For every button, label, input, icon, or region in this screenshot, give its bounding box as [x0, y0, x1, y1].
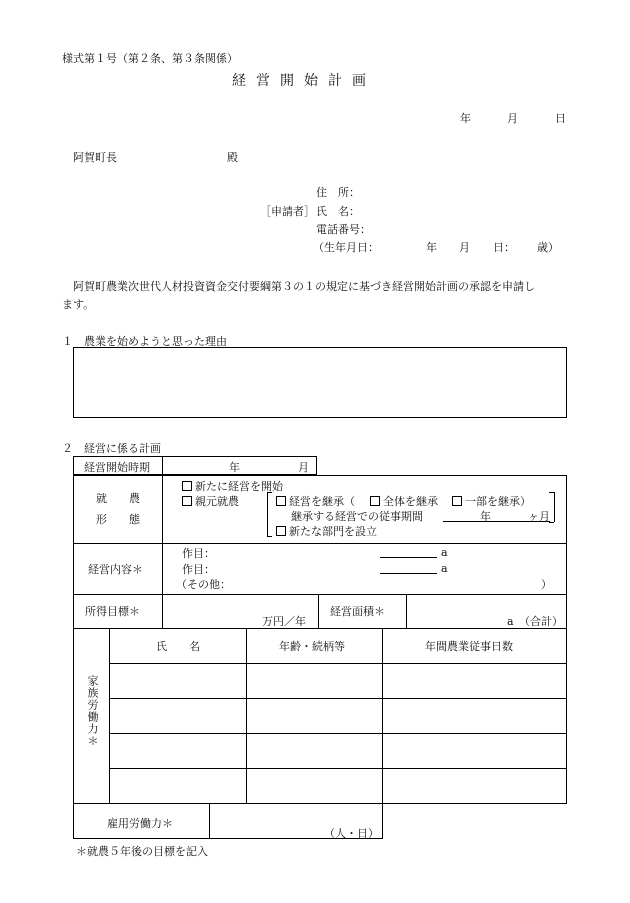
checkbox-icon — [276, 496, 286, 506]
inherit-period-label: 継承する経営での従事期間 — [291, 510, 423, 523]
start-year[interactable]: 年 — [229, 461, 240, 474]
area-total: a （合計） — [507, 615, 564, 628]
inherit-period-underline[interactable] — [443, 521, 550, 522]
form-number: 様式第１号（第２条、第３条関係） — [62, 52, 238, 65]
checkbox-icon — [276, 526, 286, 536]
checkbox-icon — [182, 481, 192, 491]
crop1-area-unit: a — [441, 546, 448, 559]
inherit-period-month: ヶ月 — [528, 510, 550, 523]
option-inherit-checkbox[interactable] — [276, 493, 355, 509]
date-month: 月 — [507, 112, 518, 125]
checkbox-icon — [370, 496, 380, 506]
family-row-2-name[interactable] — [110, 699, 246, 733]
other-close: ） — [541, 578, 552, 591]
farming-form-label-1: 就 農 — [96, 492, 140, 505]
hired-labor-label: 雇用労働力＊ — [107, 817, 173, 830]
honorific: 殿 — [227, 151, 238, 164]
col-name-header: 氏 名 — [156, 640, 200, 653]
option-new-label: 新たに経営を開始 — [195, 480, 283, 493]
family-row-4-name[interactable] — [110, 769, 246, 803]
start-time-label: 経営開始時期 — [84, 461, 150, 474]
hired-labor-unit: （人・日） — [324, 827, 379, 840]
option-inherit-all-checkbox[interactable] — [370, 493, 438, 509]
intro-line-2: ます。 — [62, 298, 95, 311]
option-inherit-label: 経営を継承（ — [289, 495, 355, 508]
phone-label: 電話番号： — [316, 223, 371, 236]
family-row-3-name[interactable] — [110, 734, 246, 768]
page-title: 経営開始計画 — [232, 73, 376, 89]
date-day: 日 — [555, 112, 566, 125]
applicant-label: ［申請者］ — [260, 205, 315, 218]
crop1-area-field[interactable] — [380, 557, 437, 558]
crop2-label: 作目： — [182, 563, 215, 576]
option-inherit-part-label: 一部を継承） — [465, 495, 531, 508]
crop1-label: 作目： — [182, 547, 215, 560]
income-label: 所得目標＊ — [85, 605, 140, 618]
age-suffix: 歳） — [537, 241, 559, 254]
area-label: 経営面積＊ — [330, 605, 385, 618]
option-inherit-part-checkbox[interactable] — [452, 493, 531, 509]
family-row-1-name[interactable] — [110, 664, 246, 698]
option-parent-checkbox[interactable] — [182, 493, 239, 509]
start-month[interactable]: 月 — [298, 461, 309, 474]
col-age-header: 年齢・続柄等 — [279, 640, 345, 653]
address-label: 住 所： — [316, 186, 360, 199]
date-year: 年 — [460, 112, 471, 125]
reason-textarea[interactable] — [73, 347, 567, 418]
birth-month: 月 — [459, 241, 470, 254]
income-unit: 万円／年 — [262, 615, 306, 628]
option-inherit-all-label: 全体を継承 — [383, 495, 438, 508]
checkbox-icon — [182, 496, 192, 506]
other-label: （その他： — [176, 578, 231, 591]
intro-line-1: 阿賀町農業次世代人材投資資金交付要綱第３の１の規定に基づき経営開始計画の承認を申請し — [73, 280, 535, 293]
name-label: 氏 名： — [316, 205, 360, 218]
inherit-period-year: 年 — [480, 510, 491, 523]
birth-year: 年 — [426, 241, 437, 254]
birth-day: 日： — [493, 241, 515, 254]
addressee: 阿賀町長 — [73, 151, 117, 164]
footnote: ＊就農５年後の目標を記入 — [76, 845, 208, 858]
col-days-header: 年間農業従事日数 — [425, 640, 513, 653]
crop2-area-unit: a — [441, 562, 448, 575]
option-new-division-label: 新たな部門を設立 — [289, 525, 377, 538]
family-labor-label: 家族労働力＊ — [86, 675, 99, 747]
farming-form-label-2: 形 態 — [96, 513, 140, 526]
checkbox-icon — [452, 496, 462, 506]
birth-label: （生年月日： — [313, 241, 379, 254]
option-parent-label: 親元就農 — [195, 495, 239, 508]
content-label: 経営内容＊ — [88, 563, 143, 576]
section2-heading: ２ 経営に係る計画 — [62, 442, 161, 455]
option-new-division-checkbox[interactable] — [276, 523, 377, 539]
section1-heading: １ 農業を始めようと思った理由 — [62, 335, 227, 348]
crop2-area-field[interactable] — [380, 573, 437, 574]
